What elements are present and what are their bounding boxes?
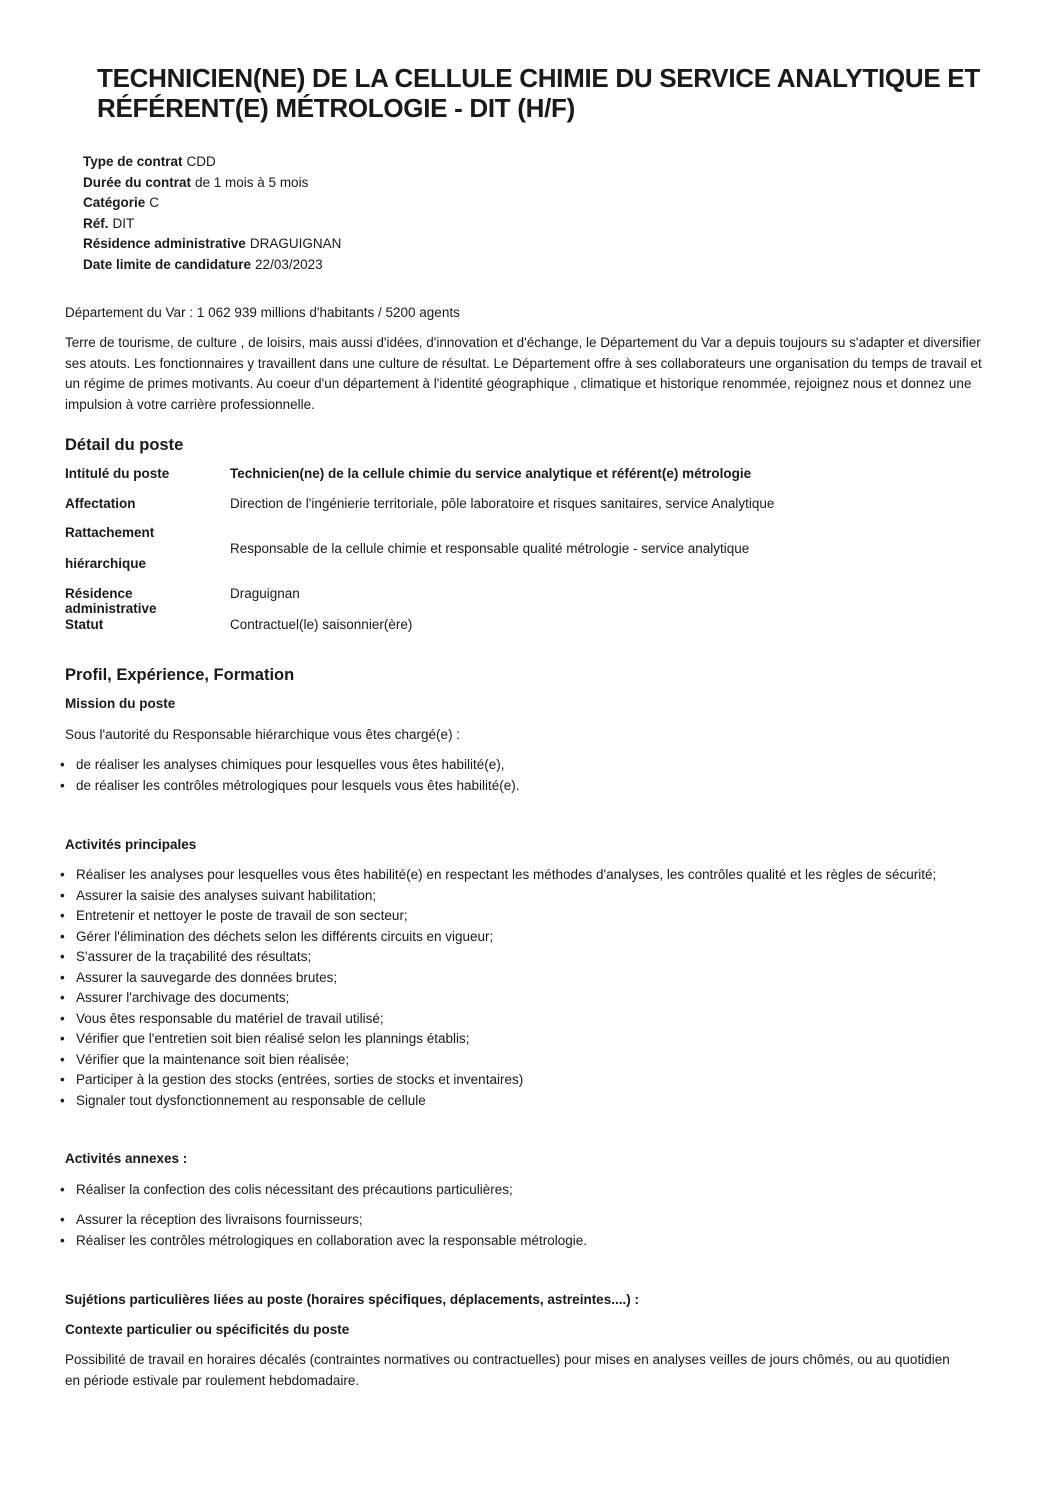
meta-reference	[83, 214, 341, 235]
mission-list	[60, 755, 519, 796]
meta-value: 22/03/2023	[255, 256, 323, 272]
meta-value: de 1 mois à 5 mois	[195, 174, 309, 190]
list-item: • Vérifier que la maintenance soit bien réalisée;	[60, 1050, 936, 1071]
meta-residence	[83, 234, 341, 255]
sujetions-heading: Sujétions particulières liées au poste (horaires spécifiques, déplacements, astreintes....) :	[65, 1292, 639, 1307]
meta-label: Résidence administrative	[83, 236, 246, 251]
department-description: Terre de tourisme, de culture , de loisirs, mais aussi d'idées, d'innovation et d'échange, le Département du Var a depuis toujours su s'adapter et diversifier ses atouts. Les fonctionnaires y travaillent dans une culture de résultat. Le Département offre à ses collaborateurs une organisation du temps de travail et un régime de primes motivants. Au coeur d'un département à l'identité géographique , climatique et historique renommée, rejoignez nous et donnez une impulsion à votre carrière professionnelle.	[65, 335, 982, 412]
meta-value: CDD	[186, 154, 216, 169]
meta-value: DRAGUIGNAN	[249, 236, 342, 251]
list-item: • Réaliser la confection des colis nécessitant des précautions particulières;	[60, 1180, 513, 1201]
department-stats: Département du Var : 1 062 939 millions d'habitants / 5200 agents	[65, 305, 460, 320]
list-item: • S'assurer de la traçabilité des résultats;	[60, 947, 936, 968]
meta-value: C	[149, 195, 160, 210]
detail-label-statut: Statut	[65, 617, 104, 632]
list-item: • Vous êtes responsable du matériel de travail utilisé;	[60, 1009, 936, 1030]
detail-value-statut: Contractuel(le) saisonnier(ère)	[230, 617, 413, 632]
list-item: • Gérer l'élimination des déchets selon les différents circuits en vigueur;	[60, 927, 936, 948]
contexte-text: Possibilité de travail en horaires décalés (contraintes normatives ou contractuelles) pour mises en analyses veilles de jours chômés, ou au quotidien en période estivale par roulement hebdomadaire.	[65, 1352, 950, 1388]
page-title-line-2: RÉFÉRENT(E) MÉTROLOGIE - DIT (H/F)	[97, 93, 575, 123]
page-title	[97, 63, 997, 123]
list-item: • Assurer la saisie des analyses suivant habilitation;	[60, 886, 936, 907]
detail-value-rattachement: Responsable de la cellule chimie et responsable qualité métrologie - service analytique	[230, 541, 750, 556]
detail-label-residence: Résidence administrative	[65, 586, 157, 616]
meta-label: Réf.	[83, 215, 109, 231]
detail-value-affectation: Direction de l'ingénierie territoriale, pôle laboratoire et risques sanitaires, service Analytique	[230, 496, 775, 511]
list-item: • Assurer la sauvegarde des données brutes;	[60, 968, 936, 989]
meta-label: Date limite de candidature	[83, 256, 252, 272]
meta-label: Durée du contrat	[83, 174, 192, 190]
detail-label-rattachement: Rattachement	[65, 525, 155, 540]
section-heading-detail: Détail du poste	[65, 436, 184, 454]
mission-intro: Sous l'autorité du Responsable hiérarchique vous êtes chargé(e) :	[65, 727, 461, 742]
job-meta	[83, 152, 341, 275]
list-item: • Assurer l'archivage des documents;	[60, 988, 936, 1009]
meta-label: Type de contrat	[83, 154, 183, 169]
annexes-heading: Activités annexes :	[65, 1151, 188, 1166]
list-item: • de réaliser les contrôles métrologiques pour lesquels vous êtes habilité(e).	[60, 776, 519, 797]
annexes-list-first	[60, 1180, 513, 1201]
detail-label-rattachement-2: hiérarchique	[65, 556, 147, 571]
meta-label: Catégorie	[83, 195, 146, 210]
section-heading-profil: Profil, Expérience, Formation	[65, 666, 295, 684]
meta-value: DIT	[112, 215, 135, 231]
list-item: • Vérifier que l'entretien soit bien réalisé selon les plannings établis;	[60, 1029, 936, 1050]
list-item: • Réaliser les analyses pour lesquelles vous êtes habilité(e) en respectant les méthodes d'analyses, les contrôles qualité et les règles de sécurité;	[60, 865, 936, 886]
page-title-line-1: TECHNICIEN(NE) DE LA CELLULE CHIMIE DU SERVICE ANALYTIQUE ET	[97, 63, 980, 93]
contexte-heading: Contexte particulier ou spécificités du poste	[65, 1322, 350, 1337]
list-item: • Signaler tout dysfonctionnement au responsable de cellule	[60, 1091, 936, 1112]
list-item: • Réaliser les contrôles métrologiques en collaboration avec la responsable métrologie.	[60, 1231, 587, 1252]
meta-contract-duration	[83, 173, 341, 194]
meta-contract-type	[83, 152, 341, 173]
detail-value-intitule: Technicien(ne) de la cellule chimie du service analytique et référent(e) métrologie	[230, 466, 752, 481]
mission-heading: Mission du poste	[65, 696, 176, 711]
list-item: • Assurer la réception des livraisons fournisseurs;	[60, 1210, 587, 1231]
annexes-list	[60, 1210, 587, 1251]
activites-heading: Activités principales	[65, 837, 197, 852]
list-item: • Entretenir et nettoyer le poste de travail de son secteur;	[60, 906, 936, 927]
activites-list	[60, 865, 936, 1111]
detail-value-residence: Draguignan	[230, 586, 300, 601]
meta-category	[83, 193, 341, 214]
detail-label-intitule: Intitulé du poste	[65, 466, 170, 481]
meta-deadline	[83, 255, 341, 276]
list-item: • de réaliser les analyses chimiques pour lesquelles vous êtes habilité(e),	[60, 755, 519, 776]
list-item: • Participer à la gestion des stocks (entrées, sorties de stocks et inventaires)	[60, 1070, 936, 1091]
detail-label-affectation: Affectation	[65, 496, 136, 511]
